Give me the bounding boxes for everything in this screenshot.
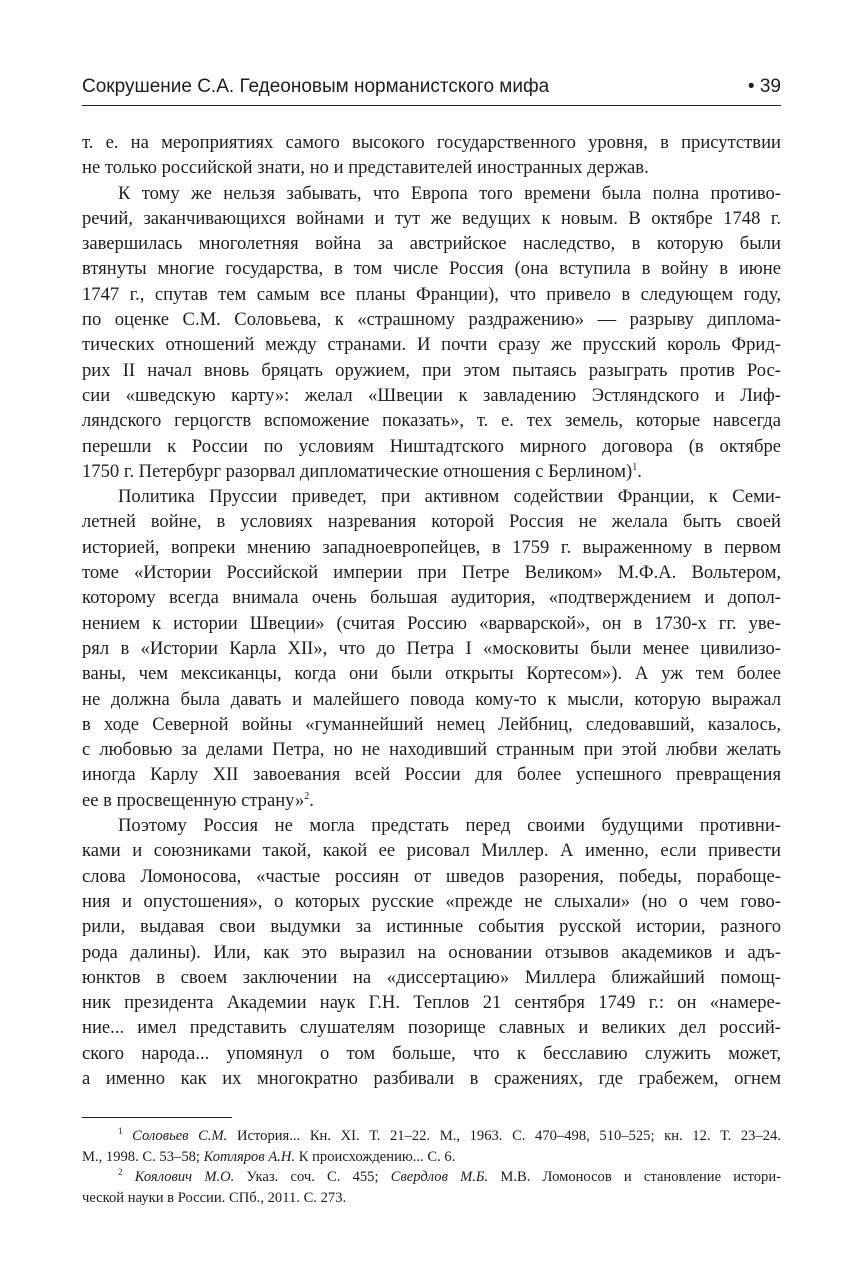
footnote-text: Указ. соч. С. 455; [234, 1169, 391, 1185]
text-line: ния и опустошения», о которых русские «прежде не слыхали» (но о чем гово- [82, 890, 781, 912]
page-number: • 39 [747, 76, 781, 97]
footnote-line [82, 1167, 781, 1188]
footnote-author: Котляров А.Н. [203, 1148, 296, 1165]
text-line: слова Ломоносова, «частые россиян от шведов разорения, победы, порабоще- [82, 865, 781, 887]
footnote-author: Свердлов М.Б. [390, 1169, 489, 1185]
footnote-text: К происхождению... С. 6. [295, 1148, 456, 1165]
text-line: т. е. на мероприятиях самого высокого государственного уровня, в присутствии [82, 132, 781, 153]
footnote-mark: 1 [118, 1126, 123, 1137]
header-rule [82, 105, 781, 106]
text-line: с любовью за делами Петра, но не находивший странным при этой любви желать [82, 739, 781, 761]
text-line: в ходе Северной войны «гуманнейший немец Лейбниц, следовавший, казалось, [82, 713, 781, 735]
footnote-text: М., 1998. С. 53–58; [82, 1148, 204, 1165]
text-line: не только российской знати, но и представителей иностранных держав. [82, 157, 649, 179]
text-line: ник президента Академии наук Г.Н. Теплов 21 сентября 1749 г.: он «намере- [82, 992, 781, 1014]
text-line: рял в «Истории Карла XII», что до Петра I «московиты были менее цивилизо- [82, 637, 781, 659]
footnote-text: М.В. Ломоносов и становление истори- [488, 1169, 781, 1185]
text-line: по оценке С.М. Соловьева, к «страшному раздражению» — разрыву диплома- [82, 309, 781, 331]
text-line: рили, выдавая свои выдумки за истинные события русской истории, разного [82, 916, 781, 938]
running-title: Сокрушение С.А. Гедеоновым норманистского мифа [82, 76, 550, 97]
footnote-line [82, 1147, 781, 1168]
text-line: сии «шведскую карту»: желал «Швеции к завладению Эстляндского и Лиф- [82, 384, 781, 406]
text-line: томе «Истории Российской империи при Петре Великом» М.Ф.А. Вольтером, [82, 562, 781, 584]
text-line: тических отношений между странами. И почти сразу же прусский король Фрид- [82, 334, 781, 356]
text-line: завершилась многолетняя война за австрийское наследство, в которую были [82, 233, 781, 255]
text-line: ляндского герцогств вспоможение показать», т. е. тех земель, которые навсегда [82, 410, 781, 432]
footnote-text: ческой науки в России. СПб., 2011. С. 273. [82, 1189, 347, 1206]
text-line: К тому же нельзя забывать, что Европа того времени была полна противо- [118, 182, 781, 204]
text-line: ние... имел представить слушателям позорище славных и великих дел россий- [82, 1017, 781, 1039]
text-line: которому всегда внимала очень большая аудитория, «подтверждением и допол- [82, 587, 781, 609]
text-line: ками и союзниками такой, какой ее рисовал Миллер. А именно, если привести [82, 840, 781, 862]
text-line: ского народа... упомянул о том больше, что к бесславию служить может, [82, 1042, 781, 1064]
text-line-content: ее в просвещенную страну» [82, 789, 305, 811]
text-line: историей, вопреки мнению западноевропейцев, в 1759 г. выраженному в первом [82, 536, 781, 558]
text-line: нением к истории Швеции» (считая Россию «варварской», он в 1730-х гг. уве- [82, 612, 781, 634]
text-line: 1747 г., спутав тем самым все планы Франции), что привело в следующем году, [82, 283, 781, 305]
text-line: иногда Карлу XII завоевания всей России для более успешного превращения [82, 764, 781, 786]
footnote-text: История... Кн. XI. Т. 21–22. М., 1963. С. 470–498, 510–525; кн. 12. Т. 23–24. [227, 1128, 781, 1144]
text-line: рих II начал вновь бряцать оружием, при этом пытаясь разыграть против Рос- [82, 359, 781, 381]
text-line: Поэтому Россия не могла предстать перед своими будущими противни- [118, 815, 781, 837]
text-line: а именно как их многократно разбивали в сражениях, где грабежем, огнем [82, 1067, 781, 1089]
footnote-rule [82, 1117, 232, 1118]
text-line: рода далины). Или, как это выразил на основании отзывов академиков и адъ- [82, 941, 781, 963]
text-line: перешли к России по условиям Ништадтского мирного договора (в октябре [82, 435, 781, 457]
text-line: юнктов в своем заключении на «диссертацию» Миллера ближайший помощ- [82, 966, 781, 988]
text-line: речий, заканчивающихся войнами и тут же ведущих к новым. В октябре 1748 г. [82, 207, 781, 229]
text-line: 1750 г. Петербург разорвал дипломатические отношения с Берлином)$^1$. [82, 460, 642, 482]
text-line: ваны, чем мексиканцы, когда они были открыты Кортесом»). А уж тем более [82, 663, 781, 685]
text-line-content: 1750 г. Петербург разорвал дипломатические отношения с Берлином) [82, 460, 633, 482]
footnote-line [82, 1126, 781, 1147]
footnote-author: Соловьев С.М. [132, 1128, 228, 1144]
running-header [82, 72, 781, 106]
text-line: ее в просвещенную страну»$^2$. [82, 789, 314, 811]
footnote-ref: 1 [632, 461, 638, 473]
footnote-mark: 2 [118, 1167, 123, 1178]
footnote-line [82, 1188, 781, 1209]
text-line: летней войне, в условиях назревания которой Россия не желала быть своей [82, 511, 781, 533]
footnote-author: Коялович М.О. [134, 1169, 235, 1185]
text-line: не должна была давать и малейшего повода кому-то к мысли, которую выражал [82, 688, 781, 710]
text-line: втянуты многие государства, в том числе Россия (она вступила в войну в июне [82, 258, 781, 280]
body-text [82, 130, 781, 1091]
text-line: Политика Пруссии приведет, при активном содействии Франции, к Семи- [118, 486, 781, 508]
footnote-ref: 2 [304, 790, 310, 802]
footnotes [82, 1126, 781, 1208]
